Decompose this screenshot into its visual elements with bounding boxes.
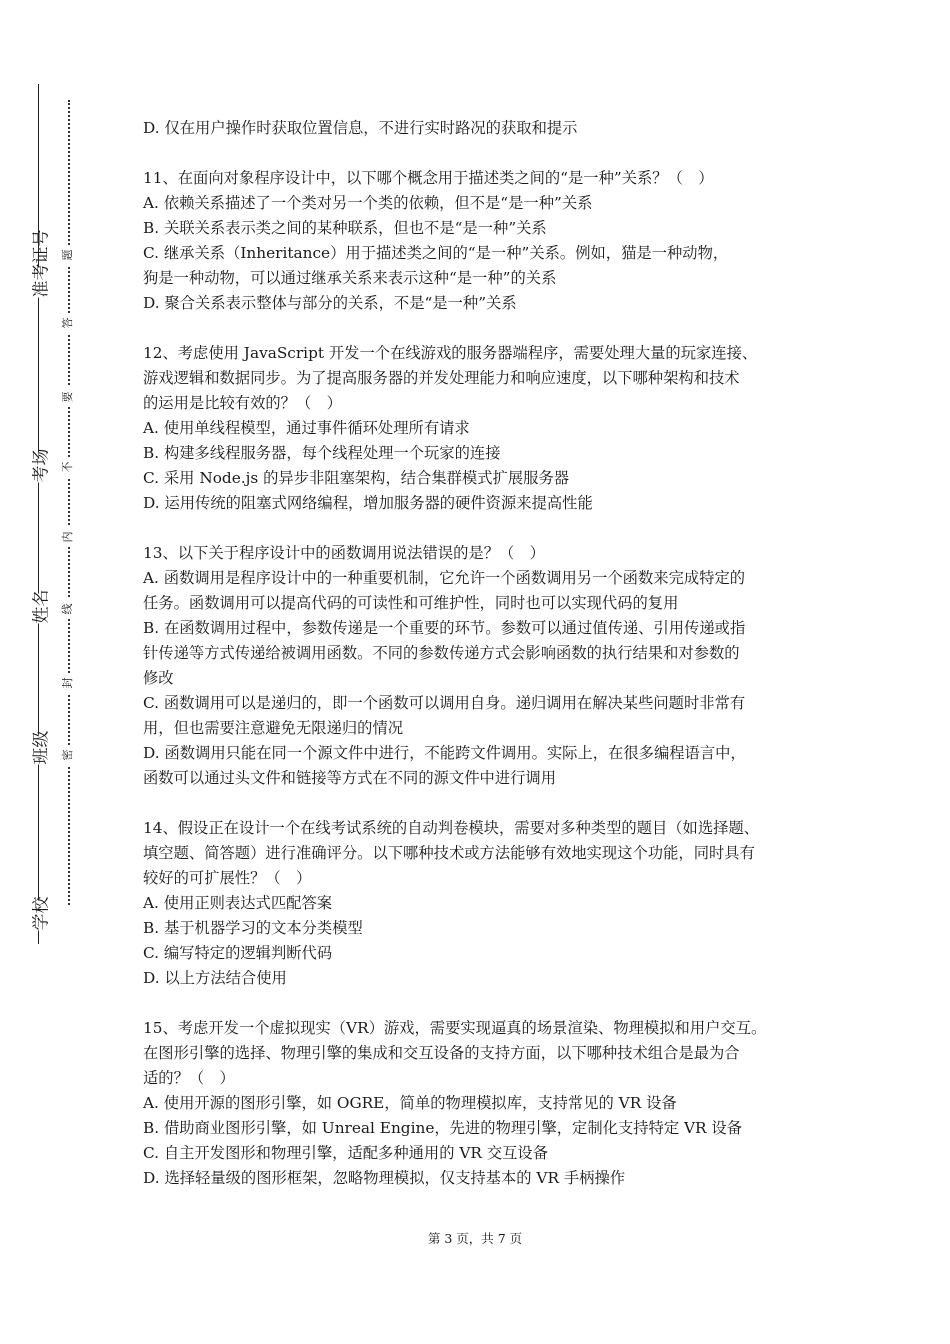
question-block — [143, 166, 815, 316]
answer-option-line: D. 运用传统的阻塞式网络编程，增加服务器的硬件资源来提高性能 — [143, 494, 593, 512]
question-stem-line: 的运用是比较有效的？（ ） — [143, 394, 342, 412]
question-block — [143, 341, 815, 516]
answer-option — [143, 466, 815, 491]
answer-option — [143, 291, 815, 316]
question-stem-line: 15、考虑开发一个虚拟现实（VR）游戏，需要实现逼真的场景渲染、物理模拟和用户交互。 — [143, 1019, 767, 1037]
binding-dotted-line — [68, 100, 70, 905]
answer-option-line: A. 函数调用是程序设计中的一种重要机制，它允许一个函数调用另一个函数来完成特定的 — [143, 569, 746, 587]
seal-char: 要 — [61, 387, 75, 407]
answer-option-line: 修改 — [143, 669, 174, 687]
question-spacer — [143, 316, 815, 341]
answer-option-line: C. 采用 Node.js 的异步非阻塞架构，结合集群模式扩展服务器 — [143, 469, 570, 487]
answer-option — [143, 1091, 815, 1116]
answer-option — [143, 416, 815, 441]
seal-char: 封 — [61, 673, 75, 693]
question-stem-line: 在图形引擎的选择、物理引擎的集成和交互设备的支持方面，以下哪种技术组合是最为合 — [143, 1044, 740, 1062]
question-stem — [143, 541, 815, 566]
answer-option — [143, 216, 815, 241]
answer-option — [143, 966, 815, 991]
question-stem-line: 适的？（ ） — [143, 1069, 235, 1087]
answer-option-line: B. 基于机器学习的文本分类模型 — [143, 919, 363, 937]
label-name: 姓名 — [27, 594, 52, 624]
label-exam-room: 考场 — [27, 453, 52, 483]
seal-char: 题 — [61, 245, 75, 265]
binding-solid-line — [38, 84, 39, 944]
answer-option-line: B. 在函数调用过程中，参数传递是一个重要的环节。参数可以通过值传递、引用传递或指 — [143, 619, 746, 637]
seal-char: 内 — [61, 527, 75, 547]
answer-option-line: D. 函数调用只能在同一个源文件中进行，不能跨文件调用。实际上，在很多编程语言中， — [143, 744, 746, 762]
answer-option-line: C. 编写特定的逻辑判断代码 — [143, 944, 333, 962]
question-block — [143, 816, 815, 991]
answer-option — [143, 566, 815, 616]
question-block — [143, 541, 815, 791]
question-spacer — [143, 791, 815, 816]
seal-char: 答 — [61, 313, 75, 333]
seal-char: 线 — [61, 599, 75, 619]
label-school: 学校 — [27, 901, 52, 931]
answer-option — [143, 491, 815, 516]
answer-option-line: 用，但也需要注意避免无限递归的情况 — [143, 719, 404, 737]
answer-option-line: D. 选择轻量级的图形框架，忽略物理模拟，仅支持基本的 VR 手柄操作 — [143, 1169, 626, 1187]
answer-option-line: C. 自主开发图形和物理引擎，适配多种通用的 VR 交互设备 — [143, 1144, 549, 1162]
answer-option — [143, 1116, 815, 1141]
question-spacer — [143, 141, 815, 166]
question-stem — [143, 1016, 815, 1091]
answer-option — [143, 191, 815, 216]
answer-option-line: A. 使用正则表达式匹配答案 — [143, 894, 333, 912]
seal-char: 密 — [61, 745, 75, 765]
question-stem-line: 13、以下关于程序设计中的函数调用说法错误的是？（ ） — [143, 544, 545, 562]
answer-option-line: C. 继承关系（Inheritance）用于描述类之间的“是一种”关系。例如，猫是一种动物， — [143, 244, 729, 262]
answer-option — [143, 1166, 815, 1191]
answer-option — [143, 941, 815, 966]
answer-option-line: A. 使用开源的图形引擎，如 OGRE，简单的物理模拟库，支持常见的 VR 设备 — [143, 1094, 677, 1112]
answer-option-line: A. 依赖关系描述了一个类对另一个类的依赖，但不是“是一种”关系 — [143, 194, 593, 212]
answer-option — [143, 441, 815, 466]
question-stem-line: 14、假设正在设计一个在线考试系统的自动判卷模块，需要对多种类型的题目（如选择题、 — [143, 819, 760, 837]
question-stem-line: 12、考虑使用 JavaScript 开发一个在线游戏的服务器端程序，需要处理大量的玩家连接、 — [143, 344, 758, 362]
answer-option-line: 狗是一种动物，可以通过继承关系来表示这种“是一种”的关系 — [143, 269, 557, 287]
question-block — [143, 1016, 815, 1191]
question-content — [143, 116, 815, 1191]
label-class: 班级 — [27, 735, 52, 765]
answer-option-line: B. 关联关系表示类之间的某种联系，但也不是“是一种”关系 — [143, 219, 547, 237]
answer-option — [143, 1141, 815, 1166]
answer-option-line: 函数可以通过头文件和链接等方式在不同的源文件中进行调用 — [143, 769, 557, 787]
question-stem — [143, 816, 815, 891]
answer-option — [143, 916, 815, 941]
question-spacer — [143, 991, 815, 1016]
question-stem — [143, 341, 815, 416]
answer-option — [143, 616, 815, 691]
answer-option — [143, 691, 815, 741]
question-stem-line: 较好的可扩展性？（ ） — [143, 869, 312, 887]
question-stem-line: 填空题、简答题）进行准确评分。以下哪种技术或方法能够有效地实现这个功能，同时具有 — [143, 844, 755, 862]
answer-option-line: 任务。函数调用可以提高代码的可读性和可维护性，同时也可以实现代码的复用 — [143, 594, 679, 612]
answer-option-line: C. 函数调用可以是递归的，即一个函数可以调用自身。递归调用在解决某些问题时非常有 — [143, 694, 746, 712]
previous-option-d: D. 仅在用户操作时获取位置信息，不进行实时路况的获取和提示 — [143, 119, 578, 137]
answer-option — [143, 741, 815, 791]
answer-option-line: B. 构建多线程服务器，每个线程处理一个玩家的连接 — [143, 444, 501, 462]
label-exam-number: 准考证号 — [27, 268, 52, 298]
page-footer: 第 3 页，共 7 页 — [427, 1231, 523, 1246]
binding-margin — [0, 0, 100, 1344]
answer-option-line: A. 使用单线程模型，通过事件循环处理所有请求 — [143, 419, 470, 437]
answer-option-line: D. 以上方法结合使用 — [143, 969, 287, 987]
question-stem-line: 游戏逻辑和数据同步。为了提高服务器的并发处理能力和响应速度，以下哪种架构和技术 — [143, 369, 740, 387]
question-spacer — [143, 516, 815, 541]
answer-option-line: B. 借助商业图形引擎，如 Unreal Engine，先进的物理引擎，定制化支持特定 VR 设备 — [143, 1119, 743, 1137]
answer-option-line: 针传递等方式传递给被调用函数。不同的参数传递方式会影响函数的执行结果和对参数的 — [143, 644, 740, 662]
question-stem — [143, 166, 815, 191]
answer-option — [143, 891, 815, 916]
seal-char: 不 — [61, 457, 75, 477]
answer-option-line: D. 聚合关系表示整体与部分的关系，不是“是一种”关系 — [143, 294, 517, 312]
answer-option — [143, 241, 815, 291]
question-stem-line: 11、在面向对象程序设计中，以下哪个概念用于描述类之间的“是一种”关系？（ ） — [143, 169, 714, 187]
